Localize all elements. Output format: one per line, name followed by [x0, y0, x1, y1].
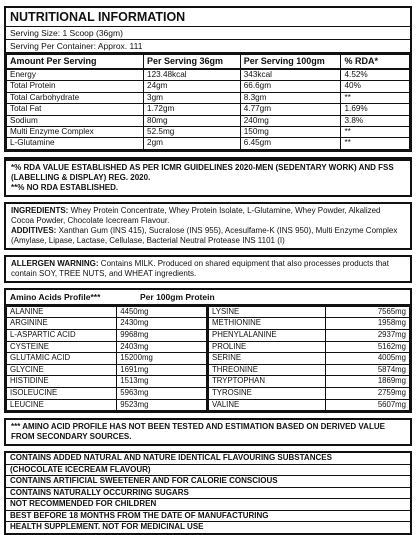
cell: PHENYLALANINE: [209, 330, 326, 342]
cell: VALINE: [209, 399, 326, 411]
allergen-panel: [4, 255, 412, 283]
additives-label: ADDITIVES:: [11, 225, 57, 235]
cell: 2759mg: [325, 388, 409, 400]
nutrition-title: NUTRITIONAL INFORMATION: [6, 8, 410, 27]
amino-header: [6, 290, 410, 306]
cell: 2403mg: [117, 341, 207, 353]
cell: LEUCINE: [7, 399, 117, 411]
table-row: [7, 330, 208, 342]
table-row: [7, 353, 208, 365]
allergen-label: ALLERGEN WARNING:: [11, 258, 99, 268]
cell: 7565mg: [325, 306, 409, 318]
amino-table-left: [6, 306, 208, 411]
cell: Total Carbohydrate: [7, 92, 144, 103]
claim-line: HEALTH SUPPLEMENT. NOT FOR MEDICINAL USE: [10, 522, 204, 532]
table-row: [7, 127, 410, 138]
cell: 4.52%: [341, 69, 410, 81]
cell: 123.48kcal: [144, 69, 241, 81]
claim-line: CONTAINS NATURALLY OCCURRING SUGARS: [6, 488, 410, 500]
cell: THREONINE: [209, 364, 326, 376]
table-row: [7, 364, 208, 376]
cell: 343kcal: [240, 69, 341, 81]
label-page: [4, 6, 412, 535]
amino-title: Amino Acids Profile***: [10, 291, 101, 302]
cell: 2937mg: [325, 330, 409, 342]
nutrition-panel: [4, 6, 412, 152]
table-row: [7, 341, 208, 353]
amino-subtitle: Per 100gm Protein: [140, 291, 215, 302]
table-row: [209, 388, 410, 400]
cell: 5162mg: [325, 341, 409, 353]
table-row: [7, 399, 208, 411]
table-row: [209, 330, 410, 342]
cell: Energy: [7, 69, 144, 81]
table-row: [7, 69, 410, 81]
cell: 1869mg: [325, 376, 409, 388]
cell: 1.69%: [341, 104, 410, 115]
cell: PROLINE: [209, 341, 326, 353]
table-row: [7, 306, 208, 318]
amino-table-right: [208, 306, 410, 411]
claims-panel: [4, 451, 412, 535]
col-header: % RDA*: [341, 55, 410, 70]
cell: Multi Enzyme Complex: [7, 127, 144, 138]
amino-note: *** AMINO ACID PROFILE HAS NOT BEEN TESTED AND ESTIMATION BASED ON DERIVED VALUE FROM SECONDARY SOURCES.: [11, 422, 385, 442]
cell: 2430mg: [117, 318, 207, 330]
rda-notes: [4, 157, 412, 197]
cell: 4005mg: [325, 353, 409, 365]
cell: HISTIDINE: [7, 376, 117, 388]
cell: 4450mg: [117, 306, 207, 318]
amino-note-panel: [4, 418, 412, 446]
table-row: [7, 138, 410, 149]
col-header: Per Serving 36gm: [144, 55, 241, 70]
table-row: [209, 318, 410, 330]
table-row: [7, 376, 208, 388]
col-header: Amount Per Serving: [7, 55, 144, 70]
cell: METHIONINE: [209, 318, 326, 330]
cell: 2gm: [144, 138, 241, 149]
cell: CYSTEINE: [7, 341, 117, 353]
cell: 1691mg: [117, 364, 207, 376]
table-row: [7, 81, 410, 92]
cell: 6.45gm: [240, 138, 341, 149]
cell: 66.6gm: [240, 81, 341, 92]
cell: 52.5mg: [144, 127, 241, 138]
table-row: [7, 104, 410, 115]
cell: 9523mg: [117, 399, 207, 411]
cell: 150mg: [240, 127, 341, 138]
amino-panel: [4, 288, 412, 413]
nutrition-header-row: [7, 55, 410, 70]
cell: 5874mg: [325, 364, 409, 376]
nutrition-table: [6, 54, 410, 150]
cell: LYSINE: [209, 306, 326, 318]
claim-line: CONTAINS ADDED NATURAL AND NATURE IDENTICAL FLAVOURING SUBSTANCES: [6, 453, 410, 465]
rda-note-1: *% RDA VALUE ESTABLISHED AS PER ICMR GUIDELINES 2020-MEN (SEDENTARY WORK) AND FSS (LABELLING & DISPLAY) REG. 2020.: [11, 162, 394, 182]
cell: **: [341, 138, 410, 149]
ingredients-text: Whey Protein Concentrate, Whey Protein Isolate, L-Glutamine, Whey Powder, Alkalized Cocoa Powder, Chocolate Icecream Flavour.: [11, 205, 381, 225]
cell: 8.3gm: [240, 92, 341, 103]
table-row: [7, 388, 208, 400]
claim-line: CONTAINS ARTIFICIAL SWEETENER AND FOR CALORIE CONSCIOUS: [6, 476, 410, 488]
cell: Total Protein: [7, 81, 144, 92]
cell: **: [341, 127, 410, 138]
table-row: [7, 92, 410, 103]
cell: 3.8%: [341, 115, 410, 126]
cell: ARGININE: [7, 318, 117, 330]
cell: 24gm: [144, 81, 241, 92]
cell: 40%: [341, 81, 410, 92]
claim-line: NOT RECOMMENDED FOR CHILDREN: [6, 499, 410, 511]
cell: 3gm: [144, 92, 241, 103]
cell: 5607mg: [325, 399, 409, 411]
table-row: [209, 353, 410, 365]
cell: 1.72gm: [144, 104, 241, 115]
cell: GLUTAMIC ACID: [7, 353, 117, 365]
claim-line: (CHOCOLATE ICECREAM FLAVOUR): [6, 465, 410, 477]
cell: Sodium: [7, 115, 144, 126]
cell: 80mg: [144, 115, 241, 126]
cell: 5963mg: [117, 388, 207, 400]
additives-text: Xanthan Gum (INS 415), Sucralose (INS 955), Acesulfame-K (INS 950), Multi Enzyme Complex (Amylase, Lipase, Lactase, Cellulase, Bacterial Neutral Protease INS 1101 (I): [11, 225, 398, 245]
cell: 9968mg: [117, 330, 207, 342]
table-row: [209, 364, 410, 376]
servings-per-container: Serving Per Container: Approx. 111: [6, 40, 410, 54]
cell: 240mg: [240, 115, 341, 126]
table-row: [209, 399, 410, 411]
cell: ALANINE: [7, 306, 117, 318]
cell: L-ASPARTIC ACID: [7, 330, 117, 342]
allergen-text: Contains MILK. Produced on shared equipment that also processes products that contain SOY, TREE NUTS, and WHEAT ingredients.: [11, 258, 389, 278]
rda-note-2: **% NO RDA ESTABLISHED.: [11, 182, 119, 192]
serving-size: Serving Size: 1 Scoop (36gm): [6, 27, 410, 40]
cell: TRYPTOPHAN: [209, 376, 326, 388]
cell: Total Fat: [7, 104, 144, 115]
table-row: [209, 376, 410, 388]
cell: 1513mg: [117, 376, 207, 388]
ingredients-label: INGREDIENTS:: [11, 205, 69, 215]
cell: L-Glutamine: [7, 138, 144, 149]
cell: SERINE: [209, 353, 326, 365]
cell: 1958mg: [325, 318, 409, 330]
table-row: [7, 318, 208, 330]
table-row: [209, 306, 410, 318]
cell: 15200mg: [117, 353, 207, 365]
cell: 4.77gm: [240, 104, 341, 115]
cell: GLYCINE: [7, 364, 117, 376]
col-header: Per Serving 100gm: [240, 55, 341, 70]
cell: **: [341, 92, 410, 103]
table-row: [7, 115, 410, 126]
cell: ISOLEUCINE: [7, 388, 117, 400]
claim-line: BEST BEFORE 18 MONTHS FROM THE DATE OF MANUFACTURING: [6, 511, 410, 523]
table-row: [209, 341, 410, 353]
cell: TYROSINE: [209, 388, 326, 400]
ingredients-panel: [4, 202, 412, 250]
